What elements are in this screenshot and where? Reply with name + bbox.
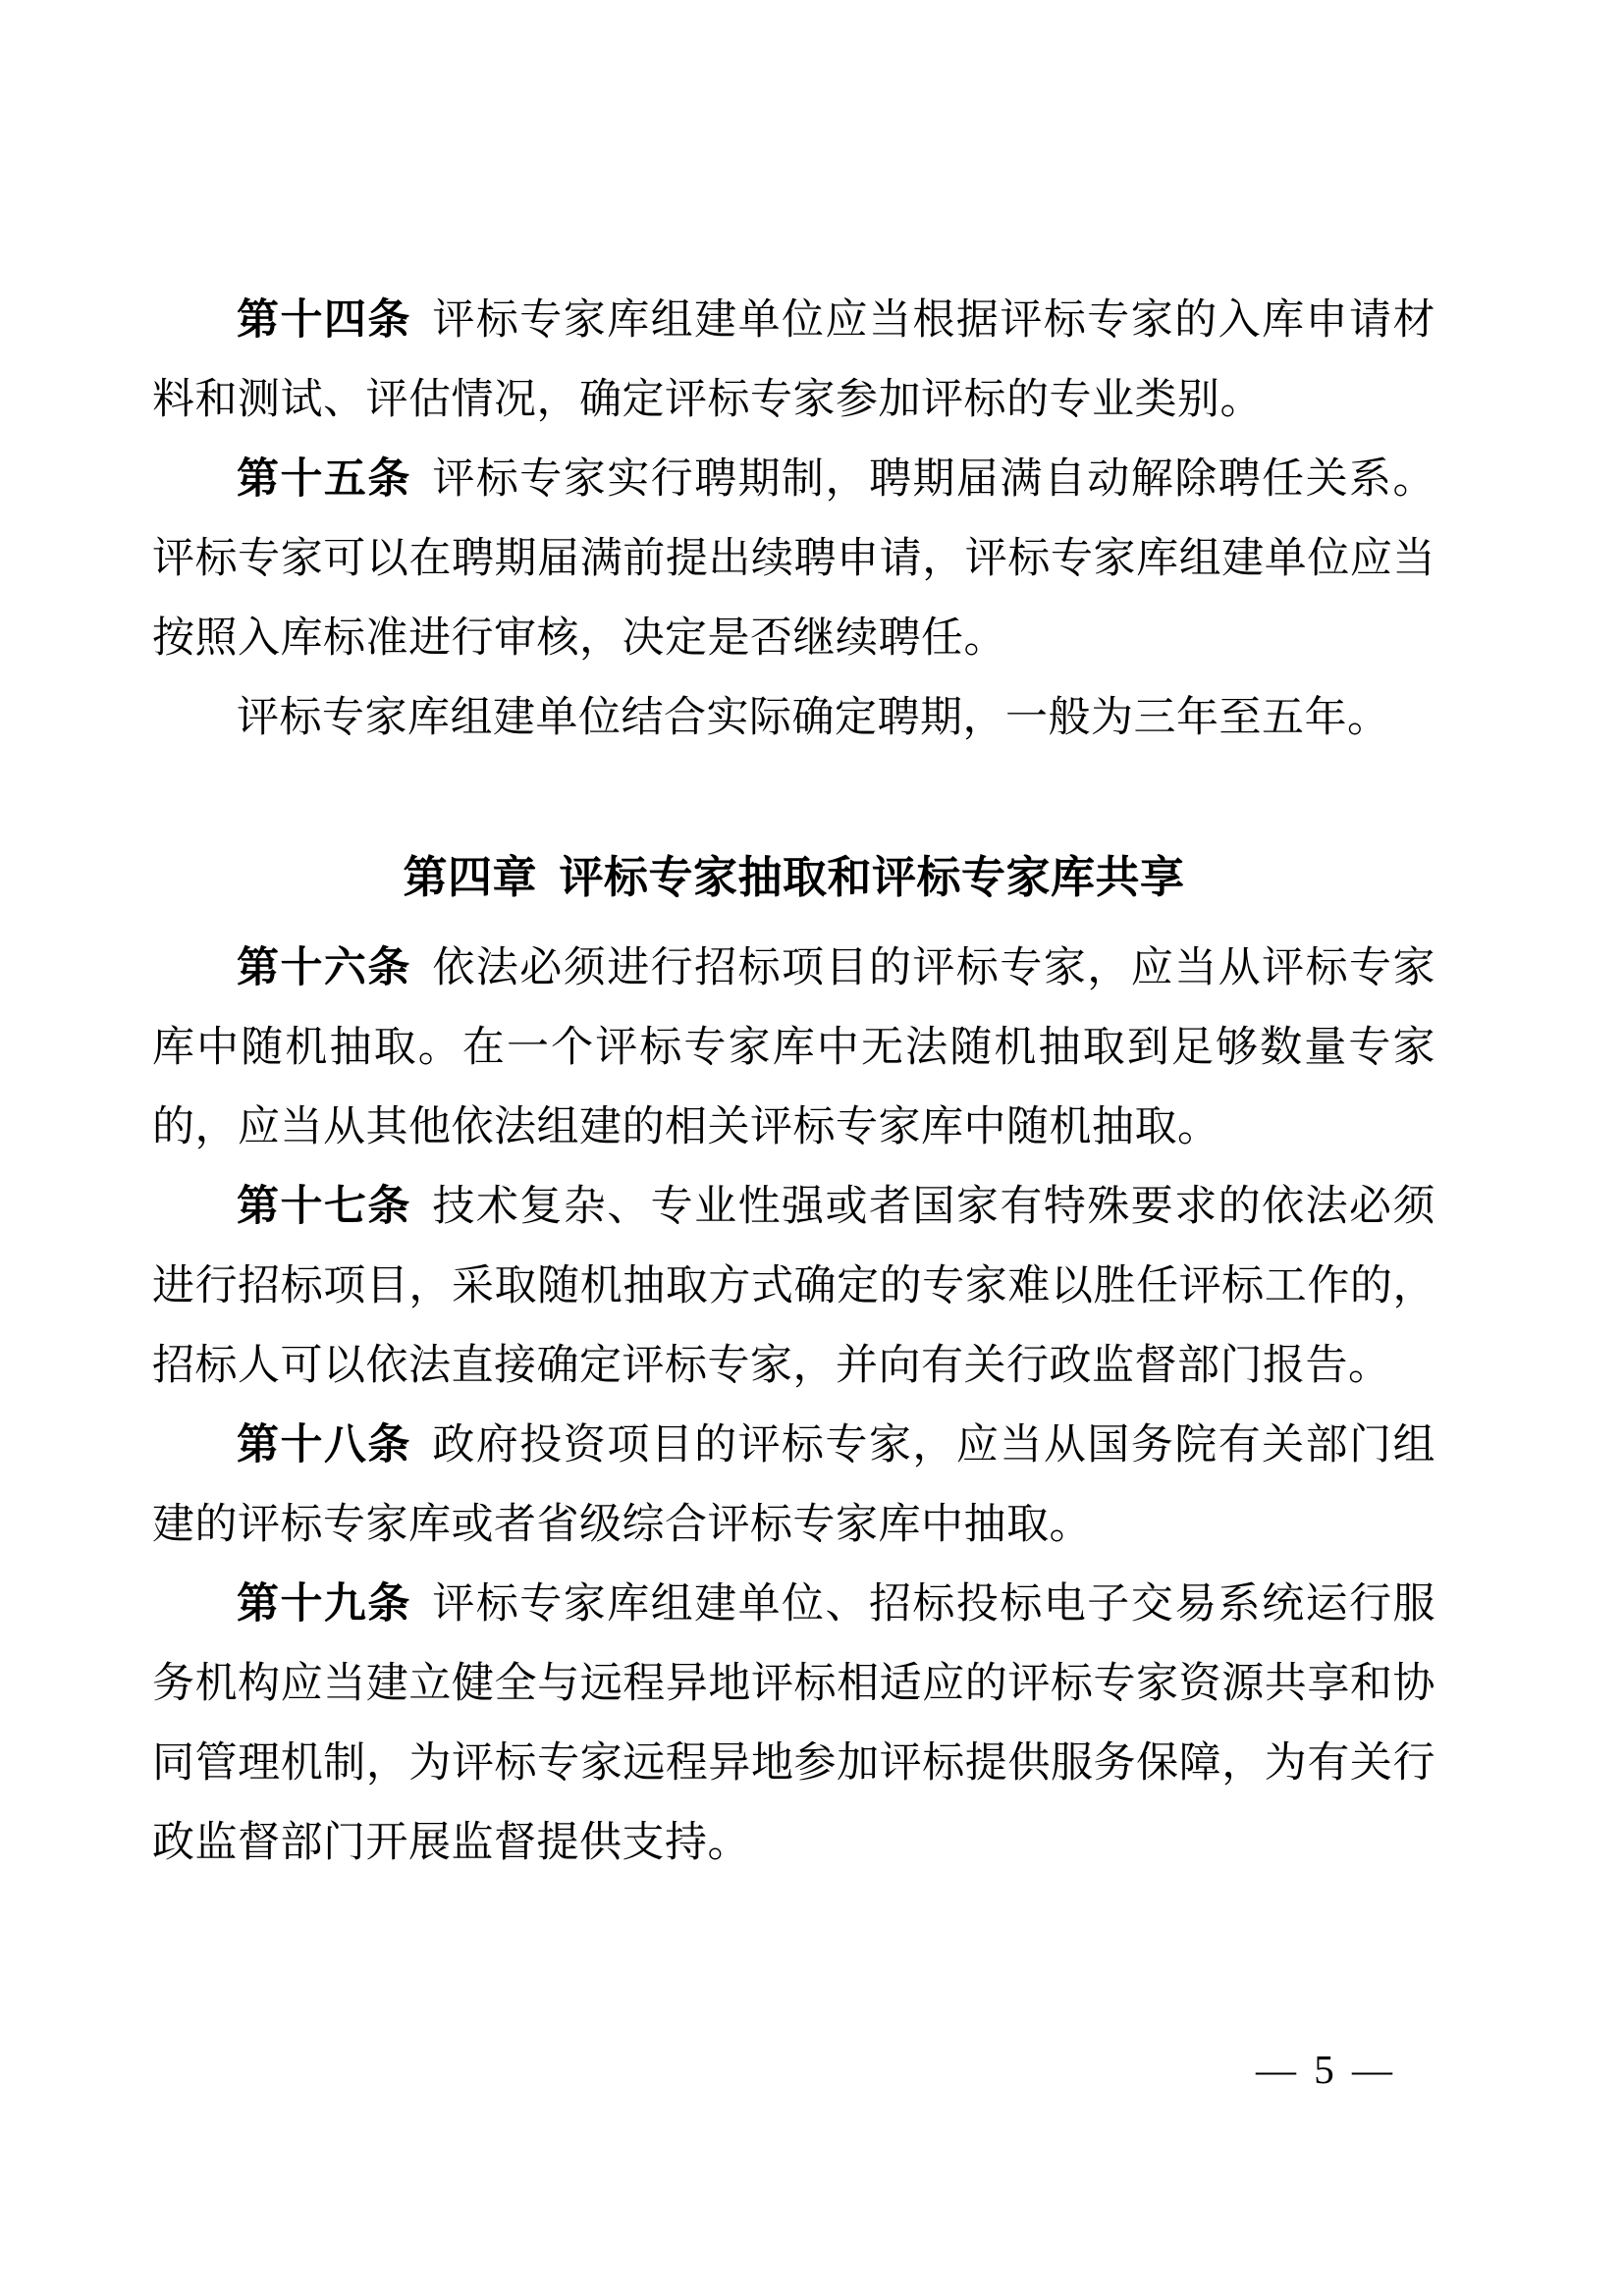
article-text-16: 依法必须进行招标项目的评标专家，应当从评标专家库中随机抽取。在一个评标专家库中无法随机抽取到足够数量专家的，应当从其他依法组建的相关评标专家库中随机抽取。 xyxy=(152,945,1436,1150)
article-text-17: 技术复杂、专业性强或者国家有特殊要求的依法必须进行招标项目，采取随机抽取方式确定的专家难以胜任评标工作的，招标人可以依法直接确定评标专家，并向有关行政监督部门报告。 xyxy=(152,1184,1436,1389)
article-number-15: 第十五条 xyxy=(237,455,411,503)
article-paragraph-18 xyxy=(152,1406,1435,1565)
chapter-heading xyxy=(152,837,1435,917)
article-15-continuation-paragraph xyxy=(152,678,1435,758)
article-15-continuation-text: 评标专家库组建单位结合实际确定聘期，一般为三年至五年。 xyxy=(237,695,1390,741)
article-text-15: 评标专家实行聘期制，聘期届满自动解除聘任关系。评标专家可以在聘期届满前提出续聘申请，评标专家库组建单位应当按照入库标准进行审核，决定是否继续聘任。 xyxy=(152,456,1436,662)
article-text-14: 评标专家库组建单位应当根据评标专家的入库申请材料和测试、评估情况，确定评标专家参加评标的专业类别。 xyxy=(152,297,1436,423)
article-paragraph-19 xyxy=(152,1565,1435,1883)
article-text-18: 政府投资项目的评标专家，应当从国务院有关部门组建的评标专家库或者省级综合评标专家库中抽取。 xyxy=(152,1422,1436,1548)
article-paragraph-15 xyxy=(152,440,1435,678)
chapter-title: 评标专家抽取和评标专家库共享 xyxy=(559,852,1185,902)
page-number: — 5 — xyxy=(1256,2047,1396,2092)
article-paragraph-16 xyxy=(152,929,1435,1167)
article-text-19: 评标专家库组建单位、招标投标电子交易系统运行服务机构应当建立健全与远程异地评标相适应的评标专家资源共享和协同管理机制，为评标专家远程异地参加评标提供服务保障，为有关行政监督部门开展监督提供支持。 xyxy=(152,1581,1436,1866)
article-paragraph-17 xyxy=(152,1167,1435,1406)
article-number-14: 第十四条 xyxy=(237,296,411,344)
article-number-16: 第十六条 xyxy=(237,944,411,991)
article-paragraph-14 xyxy=(152,281,1435,440)
article-number-19: 第十九条 xyxy=(237,1580,411,1628)
article-number-18: 第十八条 xyxy=(237,1421,411,1468)
article-number-17: 第十七条 xyxy=(237,1183,411,1230)
chapter-number: 第四章 xyxy=(403,852,537,902)
document-body xyxy=(152,281,1435,1883)
